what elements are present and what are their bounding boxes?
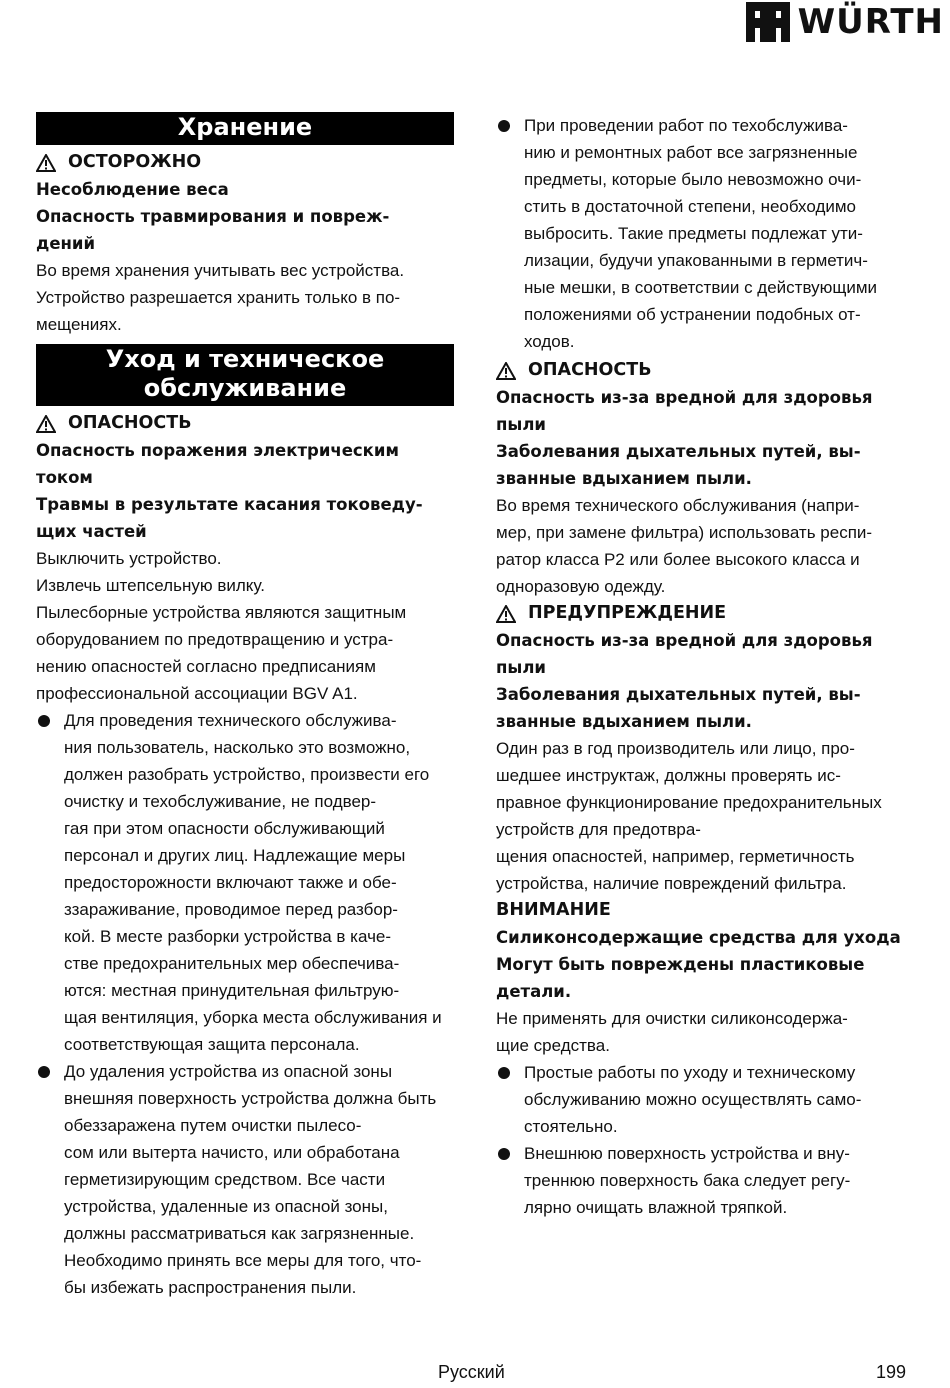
section-heading-storage: Хранение: [36, 112, 454, 145]
hazard-type: Опасность из-за вредной для здоровья пыли: [496, 631, 873, 677]
warning-triangle-icon: [36, 415, 56, 433]
signal-notice: ВНИМАНИЕ: [496, 900, 611, 920]
warning-text: Один раз в год производитель или лицо, про- шедшее инструктаж, должны проверять ис- правное функционирование предохранительных устройств для предотвра- щения опасностей, например, герметичность устройства, наличие повреждений фильтра.: [496, 739, 882, 893]
signal-word: ОСТОРОЖНО: [68, 152, 202, 172]
disposal-bullet-list: [496, 112, 916, 355]
hazard-type: Несоблюдение веса: [36, 180, 229, 199]
left-column: [36, 112, 454, 1301]
hazard-type: Опасность из-за вредной для здоровья пыли: [496, 388, 873, 434]
signal-word: ПРЕДУПРЕЖДЕНИЕ: [528, 603, 727, 623]
bullet-icon: [38, 715, 50, 727]
signal-warning: [496, 600, 916, 627]
warning-triangle-icon: [36, 154, 56, 172]
footer-language: Русский: [438, 1362, 505, 1382]
signal-word: ОПАСНОСТЬ: [68, 413, 192, 433]
maintenance-bullet-list: [496, 1059, 916, 1221]
warning-triangle-icon: [496, 605, 516, 623]
signal-danger: [496, 357, 916, 384]
hazard-consequence: Заболевания дыхательных путей, вы- званные вдыханием пыли.: [496, 442, 861, 488]
storage-text: Во время хранения учитывать вес устройства. Устройство разрешается хранить только в по- мещениях.: [36, 261, 405, 334]
hazard-type: Силиконсодержащие средства для ухода: [496, 928, 901, 947]
instruction-unplug: Извлечь штепсельную вилку.: [36, 576, 265, 595]
hazard-type: Опасность поражения электрическим током: [36, 441, 399, 487]
care-text: Пылесборные устройства являются защитным оборудованием по предотвращению и устра- нению опасностей согласно предписаниям профессиональной ассоциации BGV A1.: [36, 603, 407, 703]
list-item: Простые работы по уходу и техническому обслуживанию можно осуществлять само- стоятельно.: [496, 1059, 916, 1140]
signal-caution: [36, 149, 454, 176]
bullet-icon: [498, 1067, 510, 1079]
hazard-consequence: Могут быть повреждены пластиковые детали.: [496, 955, 865, 1001]
bullet-icon: [498, 120, 510, 132]
hazard-consequence: Опасность травмирования и повреж- дений: [36, 207, 390, 253]
bullet-icon: [38, 1066, 50, 1078]
warning-triangle-icon: [496, 362, 516, 380]
hazard-consequence: Заболевания дыхательных путей, вы- званные вдыханием пыли.: [496, 685, 861, 731]
wurth-logo: [746, 0, 944, 44]
notice-text: Не применять для очистки силиконсодержа- щие средства.: [496, 1009, 848, 1055]
logo-text: WÜRTH: [797, 2, 944, 42]
bullet-icon: [498, 1148, 510, 1160]
list-item: При проведении работ по техобслужива- нию и ремонтных работ все загрязненные предметы, которые было невозможно очи- стить в достаточной степени, необходимо выбросить. Такие предметы подлежат ути- лизации, будучи упакованными в герметич- ные мешки, в соответствии с действующими положениями об устранении подобных от- ходов.: [496, 112, 916, 355]
list-item: Для проведения технического обслужива- ния пользователь, насколько это возможно, должен разобрать устройство, произвести его очистку и техобслуживание, не подвер- гая при этом опасности обслуживающий персонал и других лиц. Надлежащие меры предосторожности включают также и обе- ззараживание, проводимое перед разбор- кой. В месте разборки устройства в каче- стве предохранительных мер обеспечива- ются: местная принудительная фильтрую- щая вентиляция, уборка места обслуживания и соответствующая защита персонала.: [36, 707, 454, 1058]
signal-danger: [36, 410, 454, 437]
instruction-switch-off: Выключить устройство.: [36, 549, 222, 568]
danger-text: Во время технического обслуживания (напри- мер, при замене фильтра) использовать респи- ратор класса P2 или более высокого класса и одноразовую одежду.: [496, 496, 873, 596]
section-heading-care: Уход и техническое обслуживание: [36, 344, 454, 406]
signal-word: ОПАСНОСТЬ: [528, 360, 652, 380]
wurth-emblem-icon: [746, 2, 790, 42]
right-column: [496, 112, 916, 1221]
hazard-consequence: Травмы в результате касания токоведу- щих частей: [36, 495, 423, 541]
list-item: До удаления устройства из опасной зоны внешняя поверхность устройства должна быть обеззаражена путем очистки пылесо- сом или вытерта начисто, или обработана герметизирующим средством. Все части устройства, удаленные из опасной зоны, должны рассматриваться как загрязненные. Необходимо принять все меры для того, что- бы избежать распространения пыли.: [36, 1058, 454, 1301]
page-number: 199: [875, 1362, 906, 1382]
care-bullet-list: [36, 707, 454, 1301]
list-item: Внешнюю поверхность устройства и вну- треннюю поверхность бака следует регу- лярно очищать влажной тряпкой.: [496, 1140, 916, 1221]
